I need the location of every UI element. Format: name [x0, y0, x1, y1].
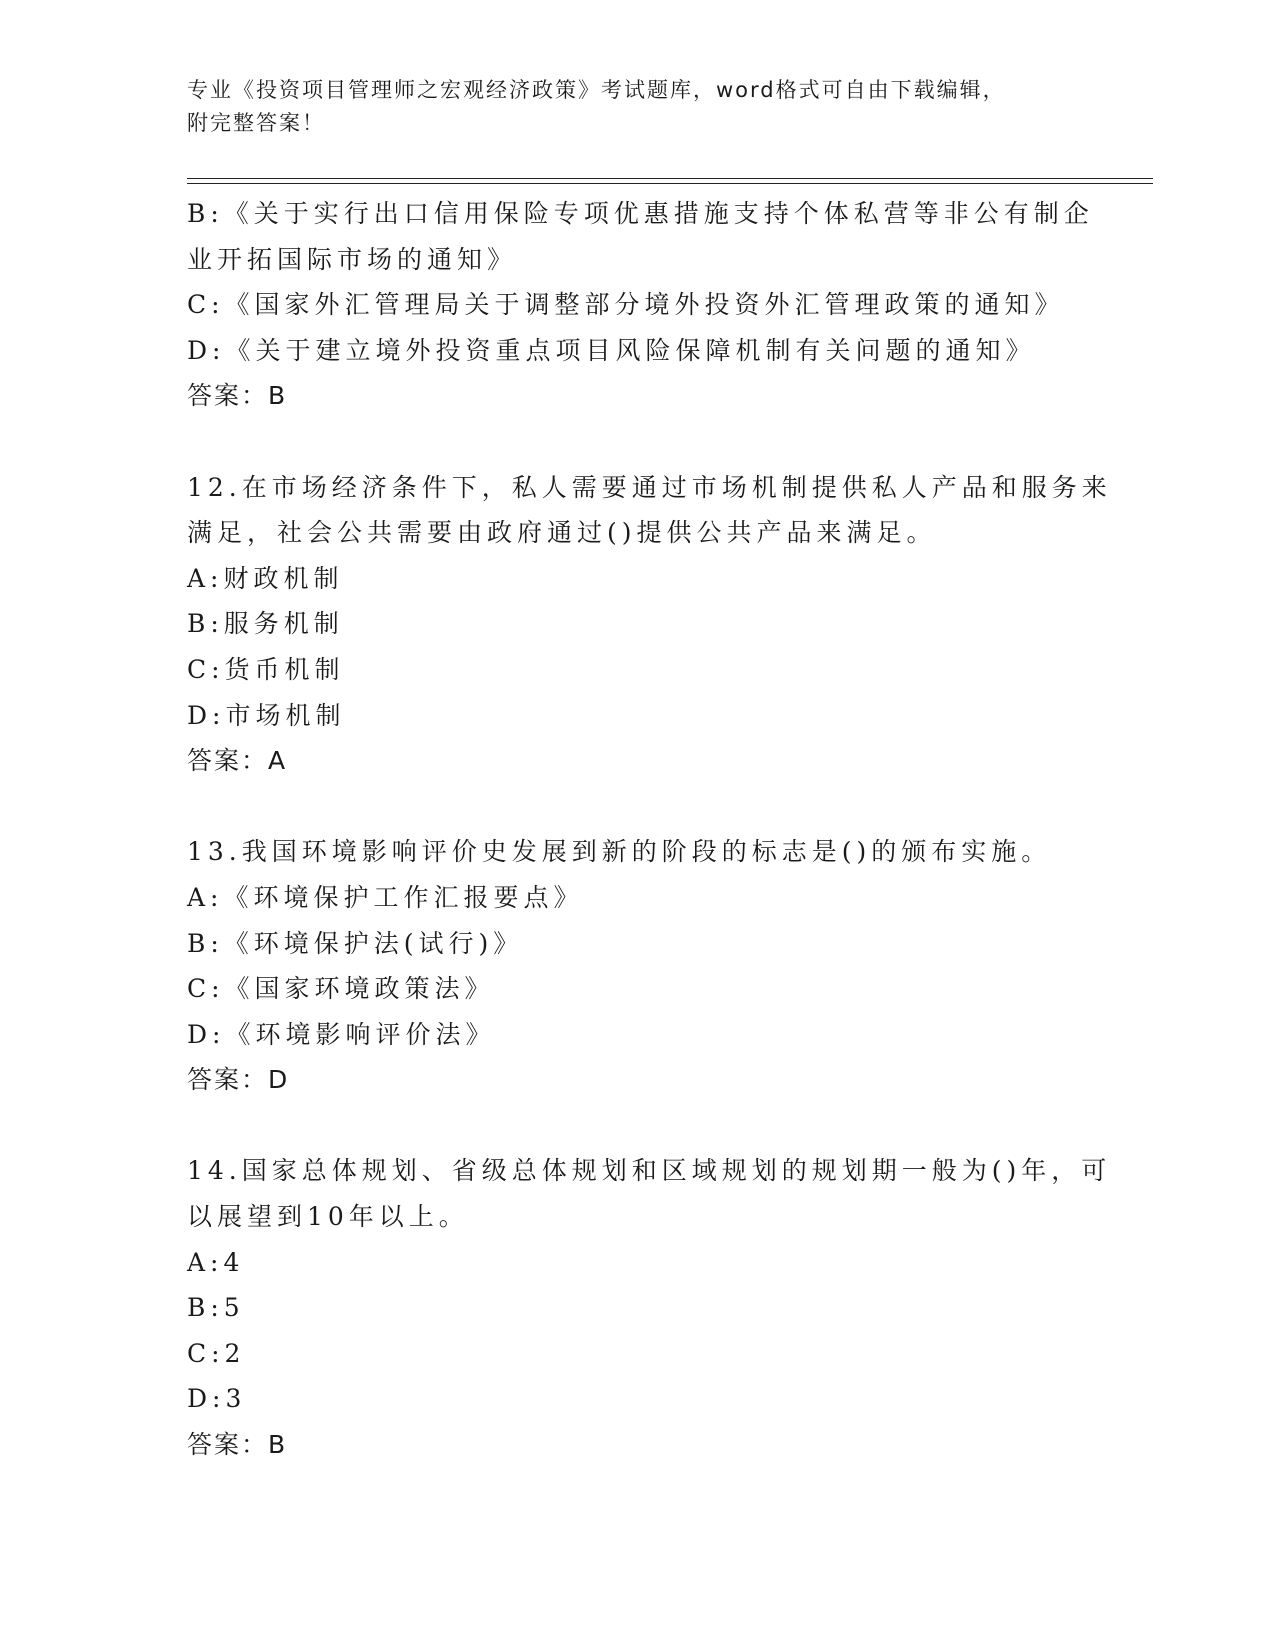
- q13-option-d: D:《环境影响评价法》: [187, 1019, 496, 1049]
- q12-option-a: A:财政机制: [187, 563, 344, 593]
- question-13: [187, 829, 1087, 1103]
- q14-option-c: C:2: [187, 1338, 246, 1368]
- spacer: [187, 784, 1087, 830]
- q12-option-c: C:货币机制: [187, 654, 345, 684]
- q14-answer: 答案：B: [187, 1430, 288, 1460]
- q13-stem-line1: 13.我国环境影响评价史发展到新的阶段的标志是()的颁布实施。: [187, 837, 1052, 867]
- q11-option-c: C:《国家外汇管理局关于调整部分境外投资外汇管理政策的通知》: [187, 290, 1065, 320]
- q12-answer: 答案：A: [187, 746, 288, 776]
- document-header: [187, 74, 1067, 140]
- q11-option-b-line2: 业开拓国际市场的通知》: [187, 244, 518, 274]
- question-12: [187, 465, 1112, 784]
- q14-option-d: D:3: [187, 1384, 247, 1414]
- q12-option-d: D:市场机制: [187, 700, 346, 730]
- q14-stem-line1: 14.国家总体规划、省级总体规划和区域规划的规划期一般为()年，可: [187, 1156, 1112, 1186]
- q13-option-a: A:《环境保护工作汇报要点》: [187, 882, 584, 912]
- q13-answer: 答案：D: [187, 1065, 290, 1095]
- spacer: [187, 419, 1087, 465]
- header-divider-bottom: [187, 183, 1153, 184]
- header-divider-top: [187, 178, 1153, 179]
- header-line-2: 附完整答案！: [187, 111, 325, 135]
- q14-option-b: B:5: [187, 1293, 245, 1323]
- q13-option-c: C:《国家环境政策法》: [187, 974, 495, 1004]
- spacer: [187, 1103, 1087, 1149]
- q11-answer: 答案：B: [187, 381, 288, 411]
- q14-stem-line2: 以展望到10年以上。: [187, 1202, 469, 1232]
- header-line-1: 专业《投资项目管理师之宏观经济政策》考试题库，word格式可自由下载编辑，: [187, 78, 1006, 102]
- q12-option-b: B:服务机制: [187, 609, 344, 639]
- q12-stem-line1: 12.在市场经济条件下，私人需要通过市场机制提供私人产品和服务来: [187, 472, 1112, 502]
- q11-option-b-line1: B:《关于实行出口信用保险专项优惠措施支持个体私营等非公有制企: [187, 199, 1094, 228]
- question-14: [187, 1148, 1112, 1467]
- q11-option-d: D:《关于建立境外投资重点项目风险保障机制有关问题的通知》: [187, 335, 1036, 365]
- q12-stem-line2: 满足，社会公共需要由政府通过()提供公共产品来满足。: [187, 518, 937, 548]
- q14-option-a: A:4: [187, 1247, 245, 1277]
- question-11-tail: [187, 191, 1094, 419]
- q13-option-b: B:《环境保护法(试行)》: [187, 928, 524, 958]
- question-content: [187, 191, 1112, 1468]
